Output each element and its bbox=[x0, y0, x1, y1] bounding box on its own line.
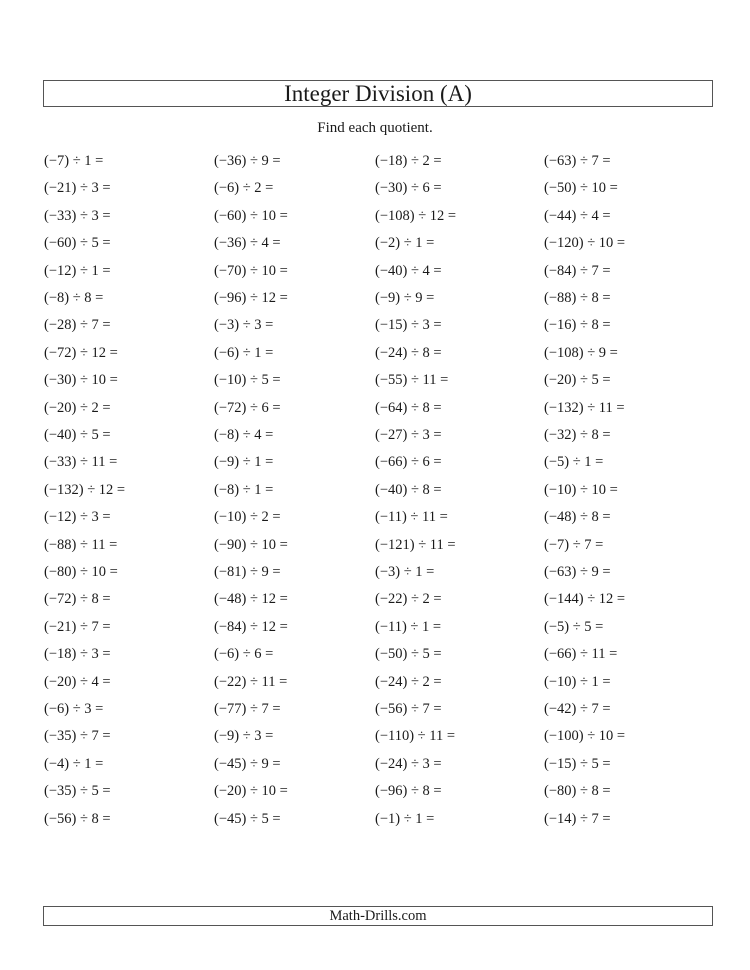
problem-item: (−35) ÷ 7 = bbox=[44, 728, 111, 745]
problem-item: (−8) ÷ 1 = bbox=[214, 481, 274, 498]
problem-item: (−88) ÷ 8 = bbox=[544, 290, 611, 306]
instructions: Find each quotient. bbox=[317, 120, 433, 136]
problem-item: (−22) ÷ 11 = bbox=[214, 673, 288, 690]
problem-item: (−30) ÷ 6 = bbox=[375, 180, 442, 197]
problem-item: (−48) ÷ 12 = bbox=[214, 591, 288, 608]
problem-item: (−80) ÷ 10 = bbox=[44, 564, 118, 580]
problem-item: (−72) ÷ 8 = bbox=[44, 591, 111, 608]
problem-item: (−15) ÷ 3 = bbox=[375, 317, 442, 334]
problem-item: (−35) ÷ 5 = bbox=[44, 783, 111, 800]
problem-item: (−66) ÷ 6 = bbox=[375, 454, 442, 471]
title-box bbox=[43, 80, 713, 107]
problem-item: (−108) ÷ 12 = bbox=[375, 207, 457, 224]
problem-item: (−100) ÷ 10 = bbox=[544, 728, 626, 745]
problem-item: (−8) ÷ 8 = bbox=[44, 290, 104, 306]
problem-item: (−24) ÷ 2 = bbox=[375, 673, 442, 690]
problem-item: (−10) ÷ 2 = bbox=[214, 509, 281, 526]
problem-item: (−30) ÷ 10 = bbox=[44, 372, 118, 389]
problem-item: (−36) ÷ 4 = bbox=[214, 235, 281, 252]
problem-item: (−7) ÷ 1 = bbox=[44, 153, 104, 169]
problem-item: (−132) ÷ 12 = bbox=[44, 481, 126, 498]
problem-item: (−60) ÷ 5 = bbox=[44, 235, 111, 252]
problem-item: (−40) ÷ 4 = bbox=[375, 262, 442, 279]
problem-item: (−33) ÷ 3 = bbox=[44, 207, 111, 224]
footer-text: Math-Drills.com bbox=[329, 907, 427, 924]
problem-item: (−63) ÷ 7 = bbox=[544, 153, 611, 169]
problem-item: (−90) ÷ 10 = bbox=[214, 536, 288, 553]
problem-item: (−20) ÷ 5 = bbox=[544, 372, 611, 389]
problem-item: (−132) ÷ 11 = bbox=[544, 399, 625, 416]
problem-item: (−70) ÷ 10 = bbox=[214, 262, 288, 279]
problem-item: (−6) ÷ 1 = bbox=[214, 344, 274, 361]
problem-item: (−6) ÷ 3 = bbox=[44, 701, 104, 717]
problem-item: (−55) ÷ 11 = bbox=[375, 372, 449, 389]
problem-item: (−27) ÷ 3 = bbox=[375, 427, 442, 443]
problem-item: (−64) ÷ 8 = bbox=[375, 399, 442, 416]
problem-item: (−3) ÷ 3 = bbox=[214, 317, 274, 334]
problem-item: (−5) ÷ 5 = bbox=[544, 618, 604, 635]
problem-item: (−110) ÷ 11 = bbox=[375, 728, 456, 745]
problem-item: (−1) ÷ 1 = bbox=[375, 810, 435, 827]
problem-item: (−12) ÷ 3 = bbox=[44, 509, 111, 526]
problem-item: (−77) ÷ 7 = bbox=[214, 701, 281, 717]
problem-item: (−45) ÷ 9 = bbox=[214, 755, 281, 772]
problem-item: (−42) ÷ 7 = bbox=[544, 701, 611, 717]
problem-item: (−63) ÷ 9 = bbox=[544, 564, 611, 580]
problem-item: (−20) ÷ 10 = bbox=[214, 783, 288, 800]
problem-item: (−11) ÷ 11 = bbox=[375, 509, 448, 526]
problem-item: (−56) ÷ 7 = bbox=[375, 701, 442, 717]
problem-item: (−40) ÷ 8 = bbox=[375, 481, 442, 498]
problem-item: (−96) ÷ 8 = bbox=[375, 783, 442, 800]
problem-item: (−8) ÷ 4 = bbox=[214, 427, 274, 443]
problem-item: (−22) ÷ 2 = bbox=[375, 591, 442, 608]
problem-item: (−84) ÷ 7 = bbox=[544, 262, 611, 279]
problem-item: (−21) ÷ 3 = bbox=[44, 180, 111, 197]
problem-item: (−18) ÷ 3 = bbox=[44, 646, 111, 663]
problem-item: (−9) ÷ 9 = bbox=[375, 290, 435, 306]
problem-item: (−10) ÷ 5 = bbox=[214, 372, 281, 389]
problem-item: (−24) ÷ 3 = bbox=[375, 755, 442, 772]
problem-item: (−16) ÷ 8 = bbox=[544, 317, 611, 334]
problem-item: (−3) ÷ 1 = bbox=[375, 564, 435, 580]
footer-box bbox=[43, 906, 713, 926]
problem-item: (−45) ÷ 5 = bbox=[214, 810, 281, 827]
problem-item: (−108) ÷ 9 = bbox=[544, 344, 618, 361]
problem-item: (−80) ÷ 8 = bbox=[544, 783, 611, 800]
problem-item: (−88) ÷ 11 = bbox=[44, 536, 118, 553]
problem-item: (−120) ÷ 10 = bbox=[544, 235, 626, 252]
problem-item: (−81) ÷ 9 = bbox=[214, 564, 281, 580]
problem-item: (−36) ÷ 9 = bbox=[214, 153, 281, 169]
problem-item: (−48) ÷ 8 = bbox=[544, 509, 611, 526]
problem-item: (−44) ÷ 4 = bbox=[544, 207, 611, 224]
problem-item: (−21) ÷ 7 = bbox=[44, 618, 111, 635]
problem-item: (−33) ÷ 11 = bbox=[44, 454, 118, 471]
problem-item: (−11) ÷ 1 = bbox=[375, 618, 442, 635]
problem-item: (−4) ÷ 1 = bbox=[44, 755, 104, 772]
problem-item: (−6) ÷ 2 = bbox=[214, 180, 274, 197]
page-title: Integer Division (A) bbox=[284, 80, 472, 106]
problem-item: (−84) ÷ 12 = bbox=[214, 618, 288, 635]
problem-item: (−6) ÷ 6 = bbox=[214, 646, 274, 663]
problem-item: (−32) ÷ 8 = bbox=[544, 427, 611, 443]
problem-item: (−15) ÷ 5 = bbox=[544, 755, 611, 772]
problem-item: (−60) ÷ 10 = bbox=[214, 207, 288, 224]
problem-item: (−7) ÷ 7 = bbox=[544, 536, 604, 553]
problem-item: (−9) ÷ 1 = bbox=[214, 454, 274, 471]
problem-item: (−10) ÷ 10 = bbox=[544, 481, 618, 498]
problem-item: (−18) ÷ 2 = bbox=[375, 153, 442, 169]
problem-item: (−121) ÷ 11 = bbox=[375, 536, 456, 553]
problem-item: (−20) ÷ 4 = bbox=[44, 673, 111, 690]
problem-item: (−40) ÷ 5 = bbox=[44, 427, 111, 443]
problem-item: (−66) ÷ 11 = bbox=[544, 646, 618, 663]
problem-item: (−56) ÷ 8 = bbox=[44, 810, 111, 827]
problem-item: (−144) ÷ 12 = bbox=[544, 591, 626, 608]
problem-item: (−72) ÷ 6 = bbox=[214, 399, 281, 416]
problem-item: (−10) ÷ 1 = bbox=[544, 673, 611, 690]
problem-item: (−24) ÷ 8 = bbox=[375, 344, 442, 361]
problem-item: (−9) ÷ 3 = bbox=[214, 728, 274, 745]
problem-item: (−50) ÷ 10 = bbox=[544, 180, 618, 197]
problem-item: (−28) ÷ 7 = bbox=[44, 317, 111, 334]
problem-item: (−96) ÷ 12 = bbox=[214, 290, 288, 306]
problem-item: (−20) ÷ 2 = bbox=[44, 399, 111, 416]
problem-item: (−2) ÷ 1 = bbox=[375, 235, 435, 252]
problem-item: (−14) ÷ 7 = bbox=[544, 810, 611, 827]
problem-item: (−50) ÷ 5 = bbox=[375, 646, 442, 663]
problem-item: (−72) ÷ 12 = bbox=[44, 344, 118, 361]
problem-item: (−5) ÷ 1 = bbox=[544, 454, 604, 471]
problem-item: (−12) ÷ 1 = bbox=[44, 262, 111, 279]
